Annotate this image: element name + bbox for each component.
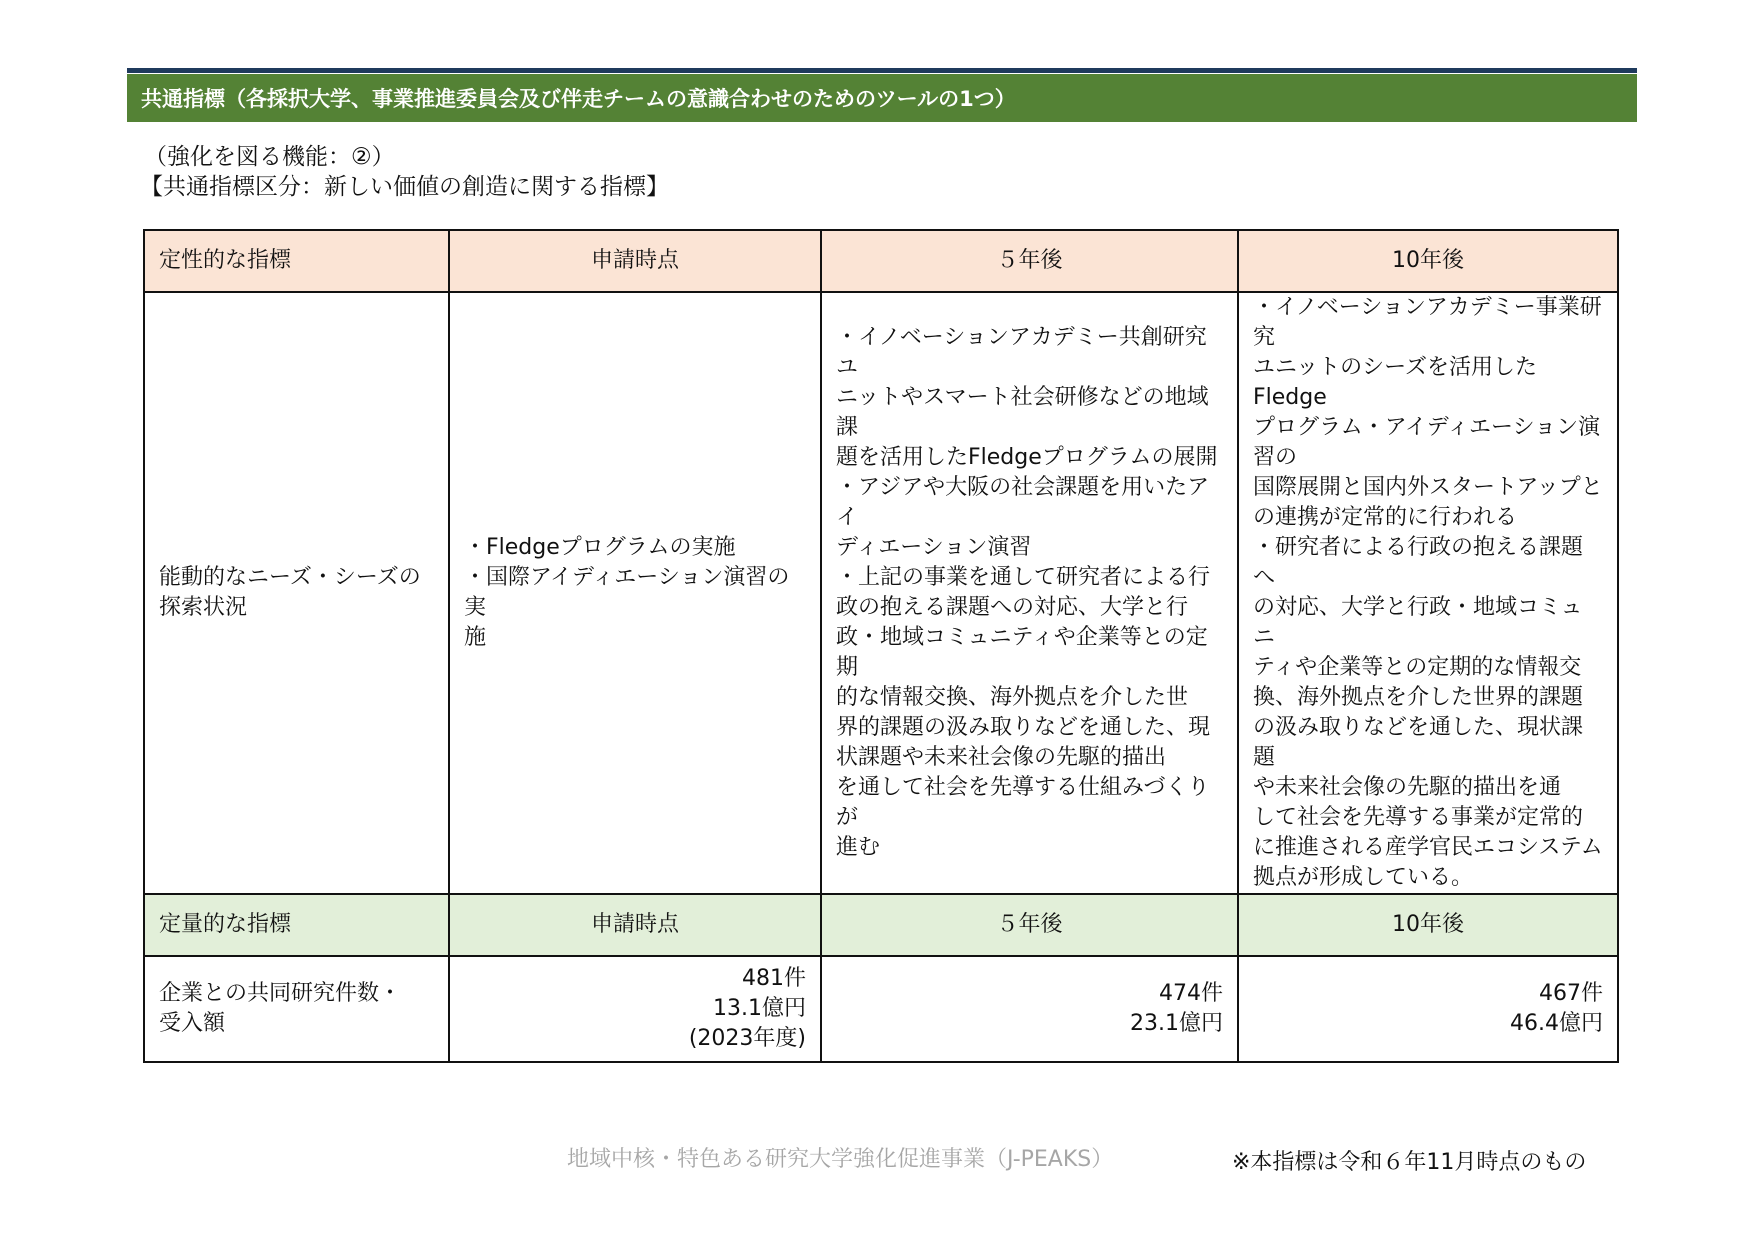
qualitative-application-value: ・Fledgeプログラムの実施 ・国際アイディエーション演習の実 施 [449,292,821,894]
quantitative-header-row [144,894,1618,956]
quantitative-year5-value: 474件 23.1億円 [821,956,1238,1062]
header-year10: 10年後 [1238,894,1618,956]
top-rule [127,68,1637,73]
header-year5: ５年後 [821,894,1238,956]
quantitative-application-value: 481件 13.1億円 (2023年度) [449,956,821,1062]
qualitative-header-label: 定性的な指標 [144,230,449,292]
quantitative-row [144,956,1618,1062]
function-line: （強化を図る機能：②） [144,144,395,170]
footer-note: ※本指標は令和６年11月時点のもの [1232,1150,1587,1175]
indicators-table [143,229,1619,1063]
section-title: 共通指標（各採択大学、事業推進委員会及び伴走チームの意識合わせのためのツールの1つ） [141,87,1016,111]
quantitative-indicator-name: 企業との共同研究件数・ 受入額 [144,956,449,1062]
header-application: 申請時点 [449,230,821,292]
qualitative-year5-value: ・イノベーションアカデミー共創研究ユ ニットやスマート社会研修などの地域課 題を活用したFledgeプログラムの展開 ・アジアや大阪の社会課題を用いたアイ ディエーション演習 ・上記の事業を通して研究者による行 政の抱える課題への対応、大学と行 政・地域コミュニティや企業等との定期 的な情報交換、海外拠点を介した世 界的課題の汲み取りなどを通した、現 状課題や未来社会像の先駆的描出 を通して社会を先導する仕組みづくりが 進む [821,292,1238,894]
qualitative-row [144,292,1618,894]
header-year5: ５年後 [821,230,1238,292]
category-line: 【共通指標区分：新しい価値の創造に関する指標】 [140,174,669,200]
quantitative-year10-value: 467件 46.4億円 [1238,956,1618,1062]
header-year10: 10年後 [1238,230,1618,292]
footer-program-name: 地域中核・特色ある研究大学強化促進事業（J-PEAKS） [567,1147,1114,1172]
quantitative-header-label: 定量的な指標 [144,894,449,956]
header-application: 申請時点 [449,894,821,956]
qualitative-header-row [144,230,1618,292]
qualitative-indicator-name: 能動的なニーズ・シーズの 探索状況 [144,292,449,894]
section-header-bar [127,74,1637,122]
qualitative-year10-value: ・イノベーションアカデミー事業研究 ユニットのシーズを活用したFledge プログラム・アイディエーション演習の 国際展開と国内外スタートアップと の連携が定常的に行われる ・研究者による行政の抱える課題へ の対応、大学と行政・地域コミュニ ティや企業等との定期的な情報交 換、海外拠点を介した世界的課題 の汲み取りなどを通した、現状課題 や未来社会像の先駆的描出を通 して社会を先導する事業が定常的 に推進される産学官民エコシステム 拠点が形成している。 [1238,292,1618,894]
